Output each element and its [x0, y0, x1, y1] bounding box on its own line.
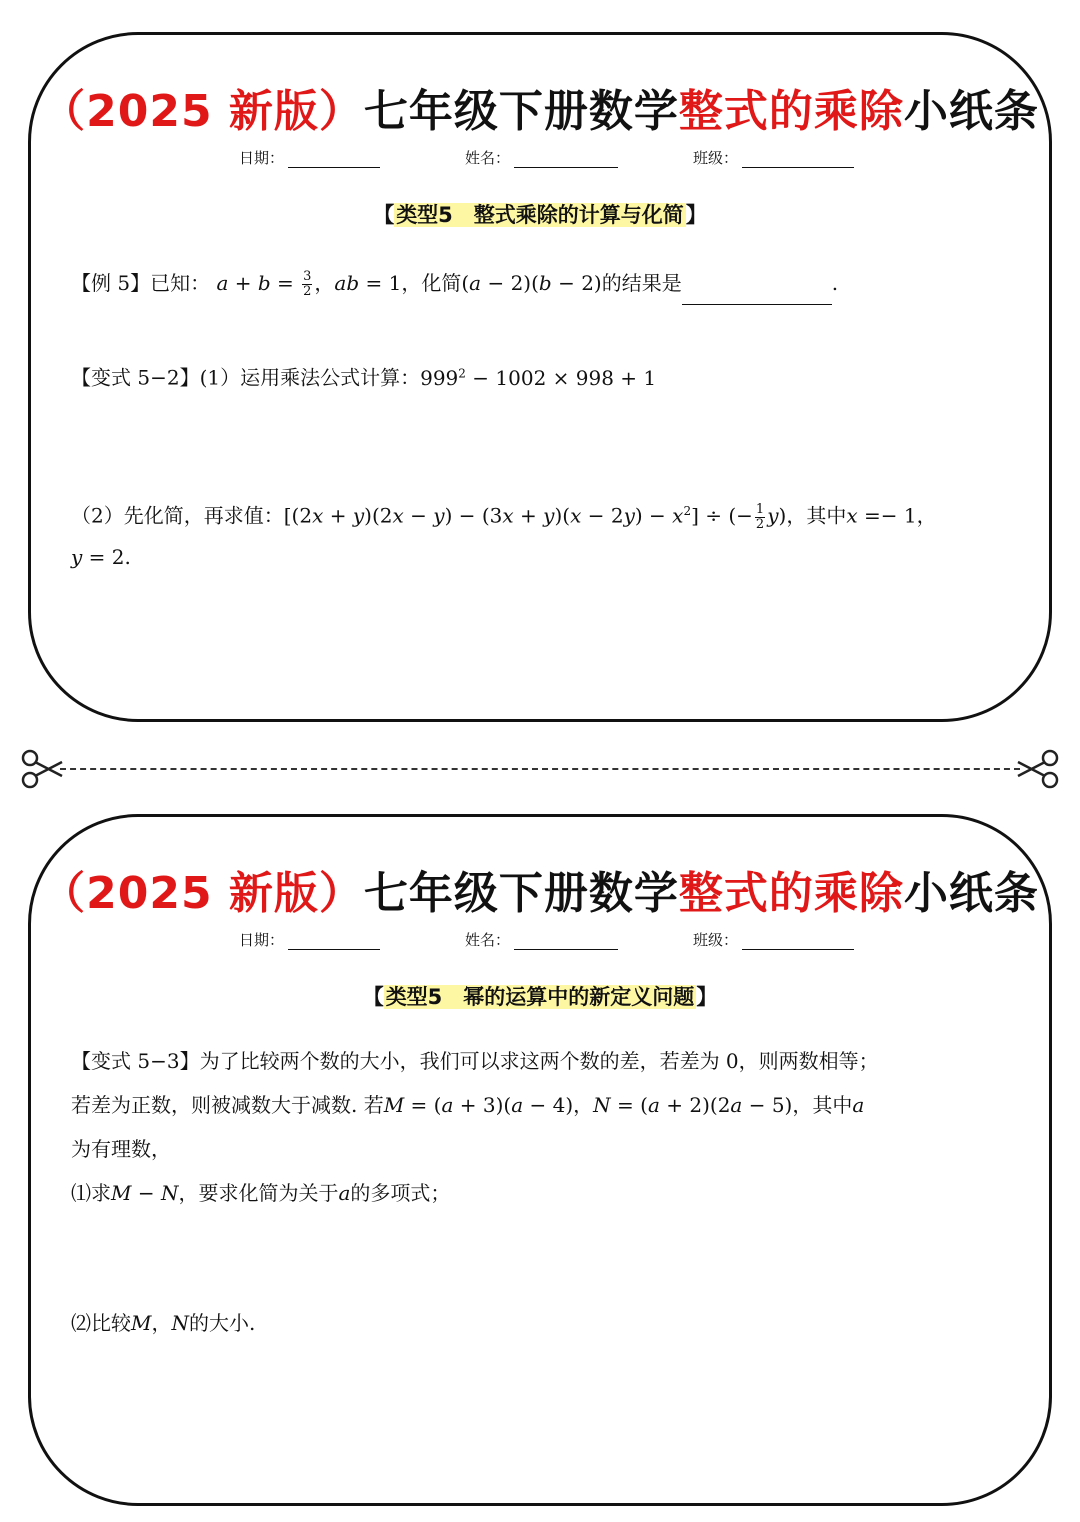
variant-5-2-part2: （2）先化简，再求值：$[(2x + y)(2x - y) - (3x + y)(x - 2y) - x^2]$ ÷ (− $\frac{1}{2}$ y)，其中x =− 1， [71, 501, 937, 532]
variant-5-2: 【变式 5−2】(1）运用乘法公式计算：$999^2 - 1002 \times 998 + 1$ [71, 365, 657, 390]
card-title [31, 75, 1049, 139]
example-5: 【例 5】已知： a + b = $\frac{3}{2}$ ，ab = 1，化简(a − 2)(b − 2)的结果是 . [71, 261, 1015, 305]
class-field[interactable]: 班级： [693, 929, 854, 950]
variant-5-2-part2-line2: y = 2. [71, 545, 131, 569]
variant-5-3-line1: 【变式 5−3】为了比较两个数的大小，我们可以求这两个数的差，若差为 0，则两数相等； [71, 1049, 879, 1073]
name-field[interactable]: 姓名： [465, 929, 618, 950]
variant-5-3-line2: 若差为正数，则被减数大于减数. 若M = (a + 3)(a − 4)，N = (a + 2)(2a − 5)，其中a [71, 1093, 865, 1117]
title-topic: 整式的乘除 [678, 86, 904, 137]
card-title: （2025 新版）七年级下册数学整式的乘除小纸条 [41, 868, 1039, 919]
title-edition: （2025 新版） [41, 86, 364, 137]
variant-5-3-line3: 为有理数， [71, 1137, 171, 1161]
question-2: ⑵比较M，N的大小. [71, 1311, 256, 1335]
title-tail: 小纸条 [903, 86, 1039, 137]
worksheet-card-2 [28, 814, 1052, 1506]
type-heading: 【类型5 幂的运算中的新定义问题】 [362, 985, 718, 1009]
date-field[interactable]: 日期： [239, 929, 380, 950]
title-grade: 七年级下册数学 [363, 86, 679, 137]
type-heading: 【类型5 整式乘除的计算与化简】 [373, 203, 707, 227]
worksheet-card-1 [28, 32, 1052, 722]
type-label: 类型5 整式乘除的计算与化简 [396, 203, 684, 227]
question-1: ⑴求M − N，要求化简为关于a的多项式； [71, 1181, 451, 1205]
cut-line [60, 768, 1020, 770]
name-field[interactable]: 姓名： [465, 147, 618, 168]
date-field[interactable]: 日期： [239, 147, 380, 168]
scissors-icon [1016, 746, 1062, 792]
class-field[interactable]: 班级： [693, 147, 854, 168]
scissors-icon [18, 746, 64, 792]
answer-blank[interactable] [682, 284, 832, 305]
